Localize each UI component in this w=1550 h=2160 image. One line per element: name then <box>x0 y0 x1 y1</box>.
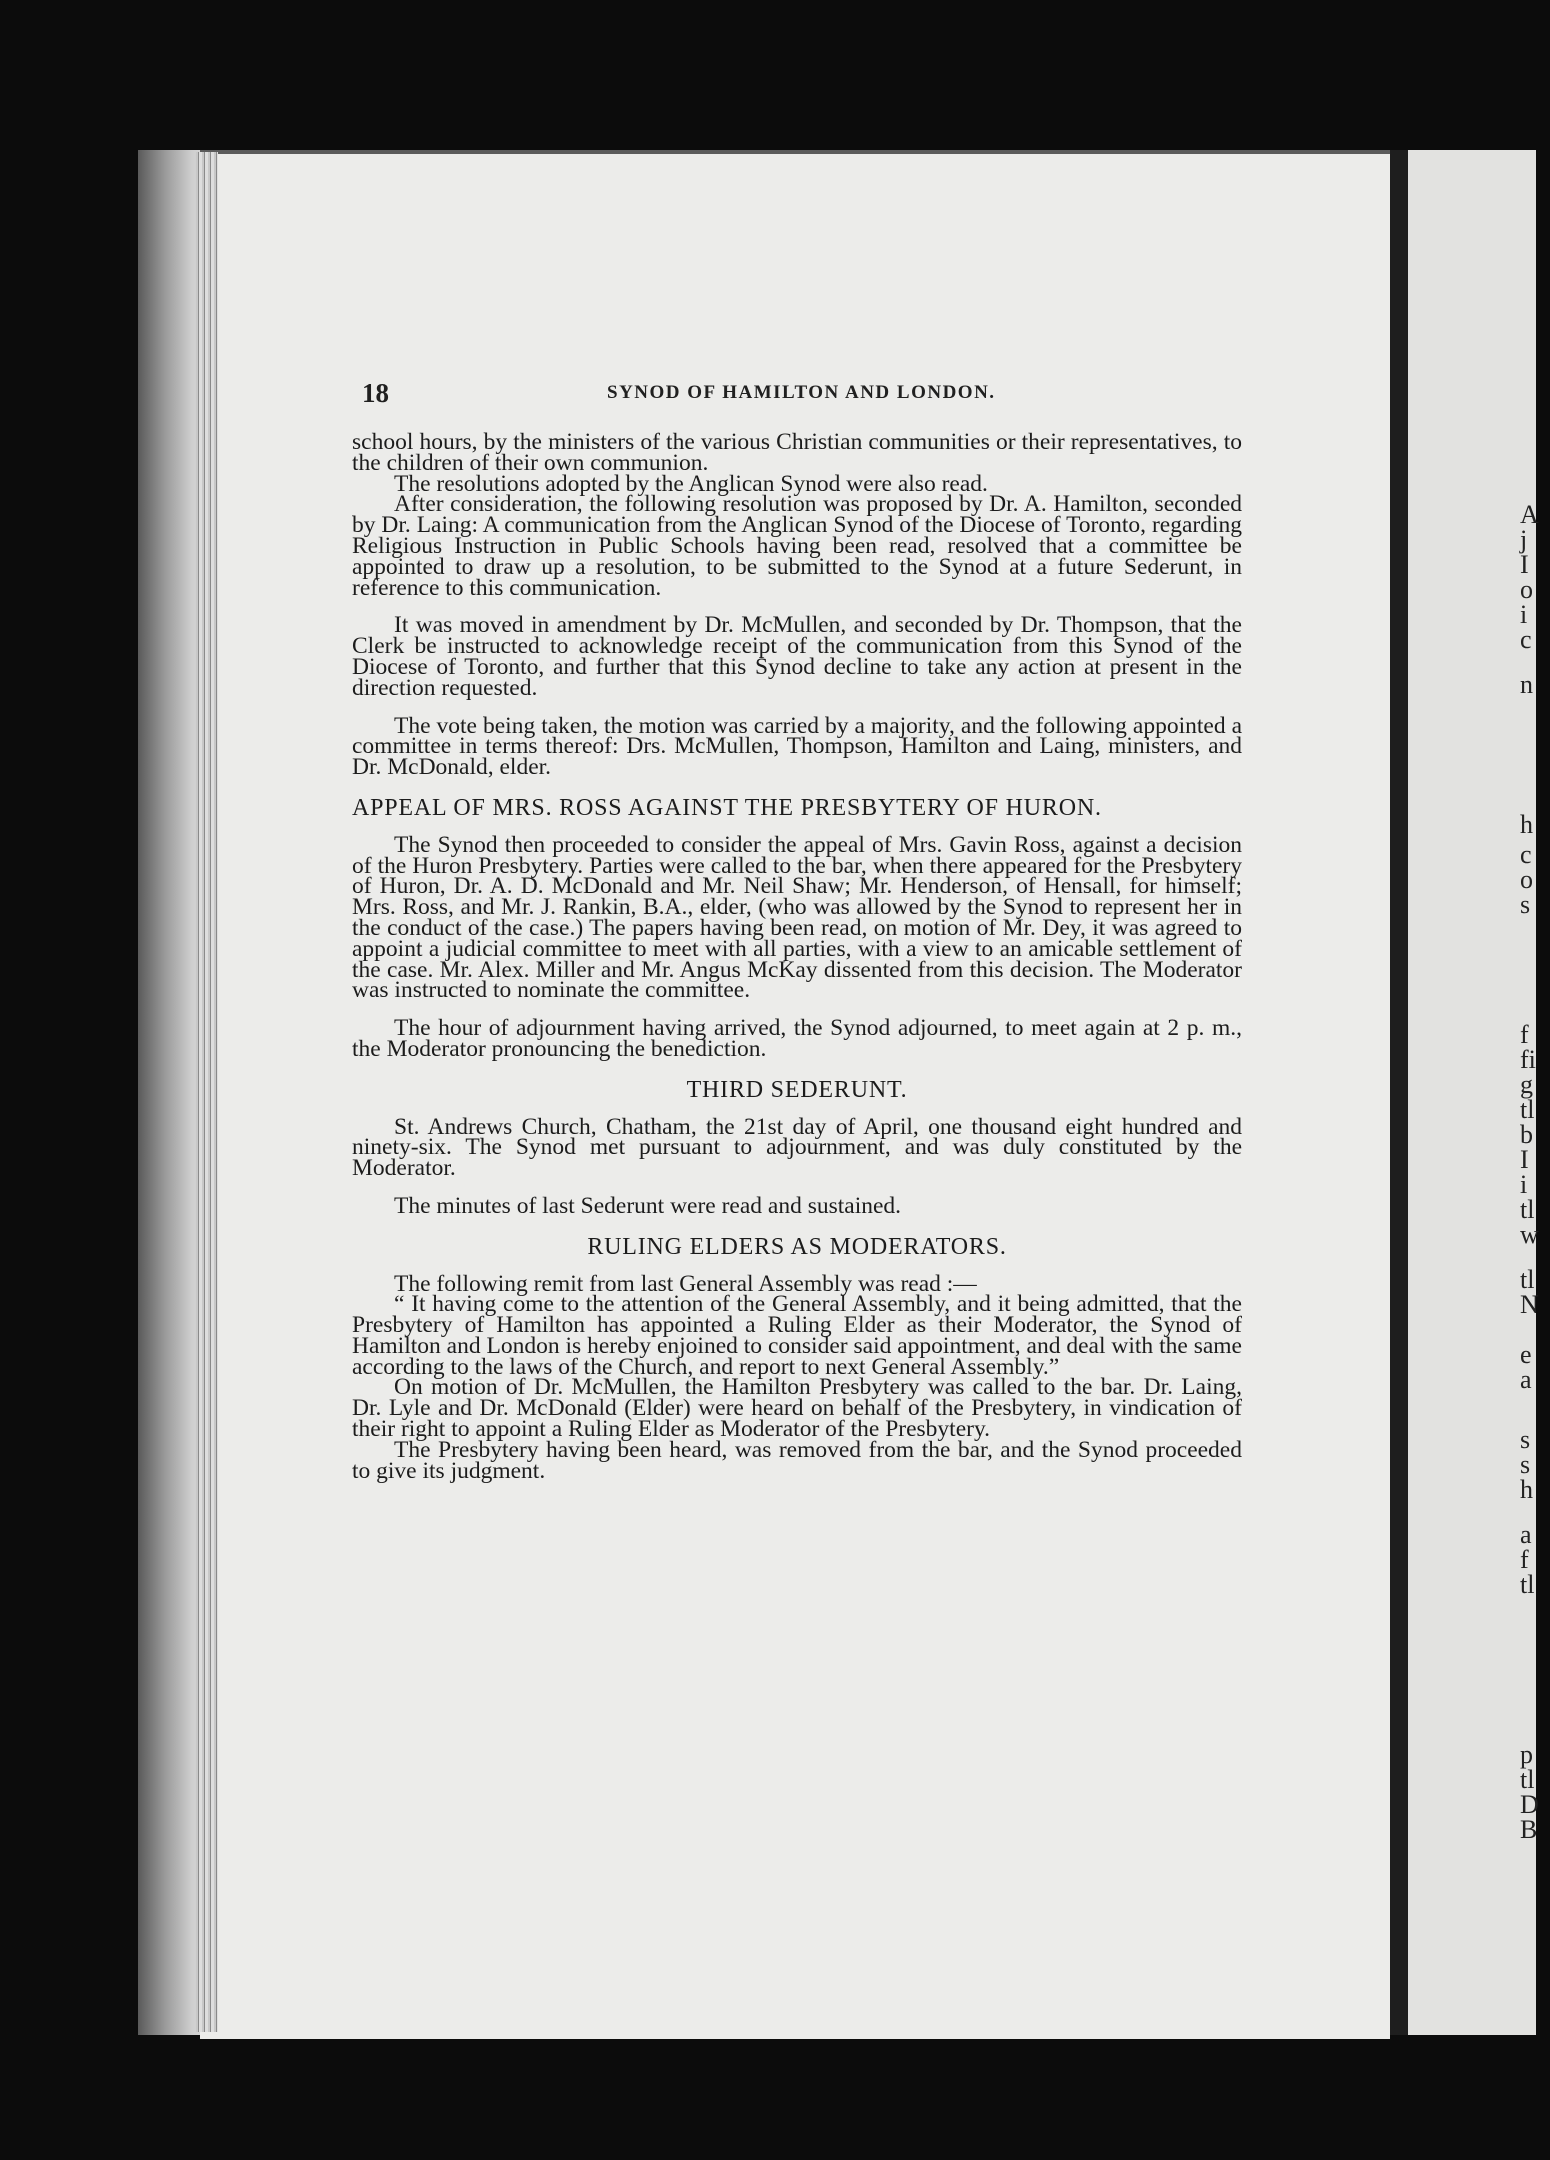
edge-letter: tl <box>1520 1765 1535 1794</box>
edge-letter: s <box>1520 1450 1531 1479</box>
edge-letter: I <box>1520 550 1529 579</box>
edge-letter: s <box>1520 890 1531 919</box>
edge-letter: c <box>1520 625 1532 654</box>
page-header <box>362 378 1242 408</box>
edge-letter: i <box>1520 1170 1528 1199</box>
page-edges <box>196 152 218 2032</box>
edge-letter: a <box>1520 1365 1532 1394</box>
edge-letter: g <box>1520 1070 1533 1099</box>
paragraph: The Synod then proceeded to consider the appeal of Mrs. Gavin Ross, against a decision of the Huron Presbytery. Parties were called to the bar, when there appeared for the Presbytery of Huron, Dr. A. D. McDonald and Mr. Neil Shaw; Mr. Henderson, of Hensall, for himself; Mrs. Ross, and Mr. J. Rankin, B.A., elder, (who was allowed by the Synod to represent her in the conduct of the case.) The papers having been read, on motion of Mr. Dey, it was agreed to appoint a judicial committee to meet with all parties, with a view to an amicable settlement of the case. Mr. Alex. Miller and Mr. Angus McKay dissented from this decision. The Moderator was instructed to nominate the committee. <box>352 831 1242 1004</box>
paragraph: The hour of adjournment having arrived, the Synod adjourned, to meet again at 2 p. m., the Moderator pronouncing the benediction. <box>352 1015 1242 1062</box>
book-gutter <box>1390 150 1408 2035</box>
edge-letter: p <box>1520 1740 1533 1769</box>
edge-letter: h <box>1520 1475 1533 1504</box>
edge-letter: A <box>1520 500 1539 529</box>
paragraph: The following remit from last General Assembly was read :— <box>394 1270 977 1297</box>
paragraph: After consideration, the following resolution was proposed by Dr. A. Hamilton, seconded by Dr. Laing: A communication from the Anglican Synod of the Diocese of Toronto, regarding Religious Instruction in Public Schools having been read, resolved that a committee be appointed to draw up a resolution, to be submitted to the Synod at a future Sederunt, in reference to this communication. <box>352 491 1242 601</box>
edge-letter: e <box>1520 1340 1532 1369</box>
paragraph: On motion of Dr. McMullen, the Hamilton Presbytery was called to the bar. Dr. Laing, Dr. Lyle and Dr. McDonald (Elder) were heard on behalf of the Presbytery, in vindication of their right to appoint a Ruling Elder as Moderator of the Presbytery. <box>352 1374 1242 1443</box>
next-page-edge <box>1408 150 1536 2035</box>
edge-letter: f <box>1520 1545 1529 1574</box>
section-heading: APPEAL OF MRS. ROSS AGAINST THE PRESBYTERY OF HURON. <box>352 794 1102 821</box>
edge-letter: fi <box>1520 1045 1536 1074</box>
quoted-remit: “ It having come to the attention of the General Assembly, and it being admitted, that the Presbytery of Hamilton has appointed a Ruling Elder as their Moderator, the Synod of Hamilton and London is hereby enjoined to consider said appointment, and deal with the same according to the laws of the Church, and report to next General Assembly.” <box>352 1291 1242 1380</box>
edge-letter: h <box>1520 810 1533 839</box>
edge-letter: tl <box>1520 1095 1535 1124</box>
section-heading: THIRD SEDERUNT. <box>686 1076 908 1103</box>
edge-letter: tl <box>1520 1265 1535 1294</box>
paragraph: The Presbytery having been heard, was removed from the bar, and the Synod proceeded to give its judgment. <box>352 1436 1242 1484</box>
edge-letter: D <box>1520 1790 1539 1819</box>
paragraph: The vote being taken, the motion was carried by a majority, and the following appointed a committee in terms thereof: Drs. McMullen, Thompson, Hamilton and Laing, ministers, and Dr. McDonald, elder. <box>352 712 1242 781</box>
page-number: 18 <box>362 378 389 408</box>
edge-letter: o <box>1520 575 1533 604</box>
edge-letter: a <box>1520 1520 1532 1549</box>
edge-letter: o <box>1520 865 1533 894</box>
edge-letter: N <box>1520 1290 1539 1319</box>
edge-letter: c <box>1520 840 1532 869</box>
edge-letter: b <box>1520 1120 1533 1149</box>
running-head: SYNOD OF HAMILTON AND LONDON. <box>607 382 996 403</box>
next-page-letters <box>1520 0 1550 2160</box>
edge-letter: f <box>1520 1020 1529 1049</box>
edge-letter: n <box>1520 670 1533 699</box>
paragraph: The minutes of last Sederunt were read and sustained. <box>394 1192 902 1219</box>
edge-letter: j <box>1520 525 1528 554</box>
paragraph: St. Andrews Church, Chatham, the 21st day of April, one thousand eight hundred and ninety-six. The Synod met pursuant to adjournment, and was duly constituted by the Moderator. <box>352 1113 1242 1182</box>
page-body <box>352 429 1242 1484</box>
edge-letter: s <box>1520 1425 1531 1454</box>
paragraph: It was moved in amendment by Dr. McMullen, and seconded by Dr. Thompson, that the Clerk be instructed to acknowledge receipt of the communication from this Synod of the Diocese of Toronto, and further that this Synod decline to take any action at present in the direction requested. <box>352 612 1242 701</box>
edge-letter: tl <box>1520 1570 1535 1599</box>
edge-letter: B <box>1520 1815 1538 1844</box>
section-heading: RULING ELDERS AS MODERATORS. <box>587 1233 1007 1260</box>
paragraph: school hours, by the ministers of the various Christian communities or their representatives, to the children of their own communion. <box>352 429 1242 476</box>
edge-letter: tl <box>1520 1195 1535 1224</box>
edge-letter: i <box>1520 600 1528 629</box>
paragraph: The resolutions adopted by the Anglican Synod were also read. <box>394 470 988 497</box>
edge-letter: I <box>1520 1145 1529 1174</box>
edge-letter: w <box>1520 1220 1539 1249</box>
